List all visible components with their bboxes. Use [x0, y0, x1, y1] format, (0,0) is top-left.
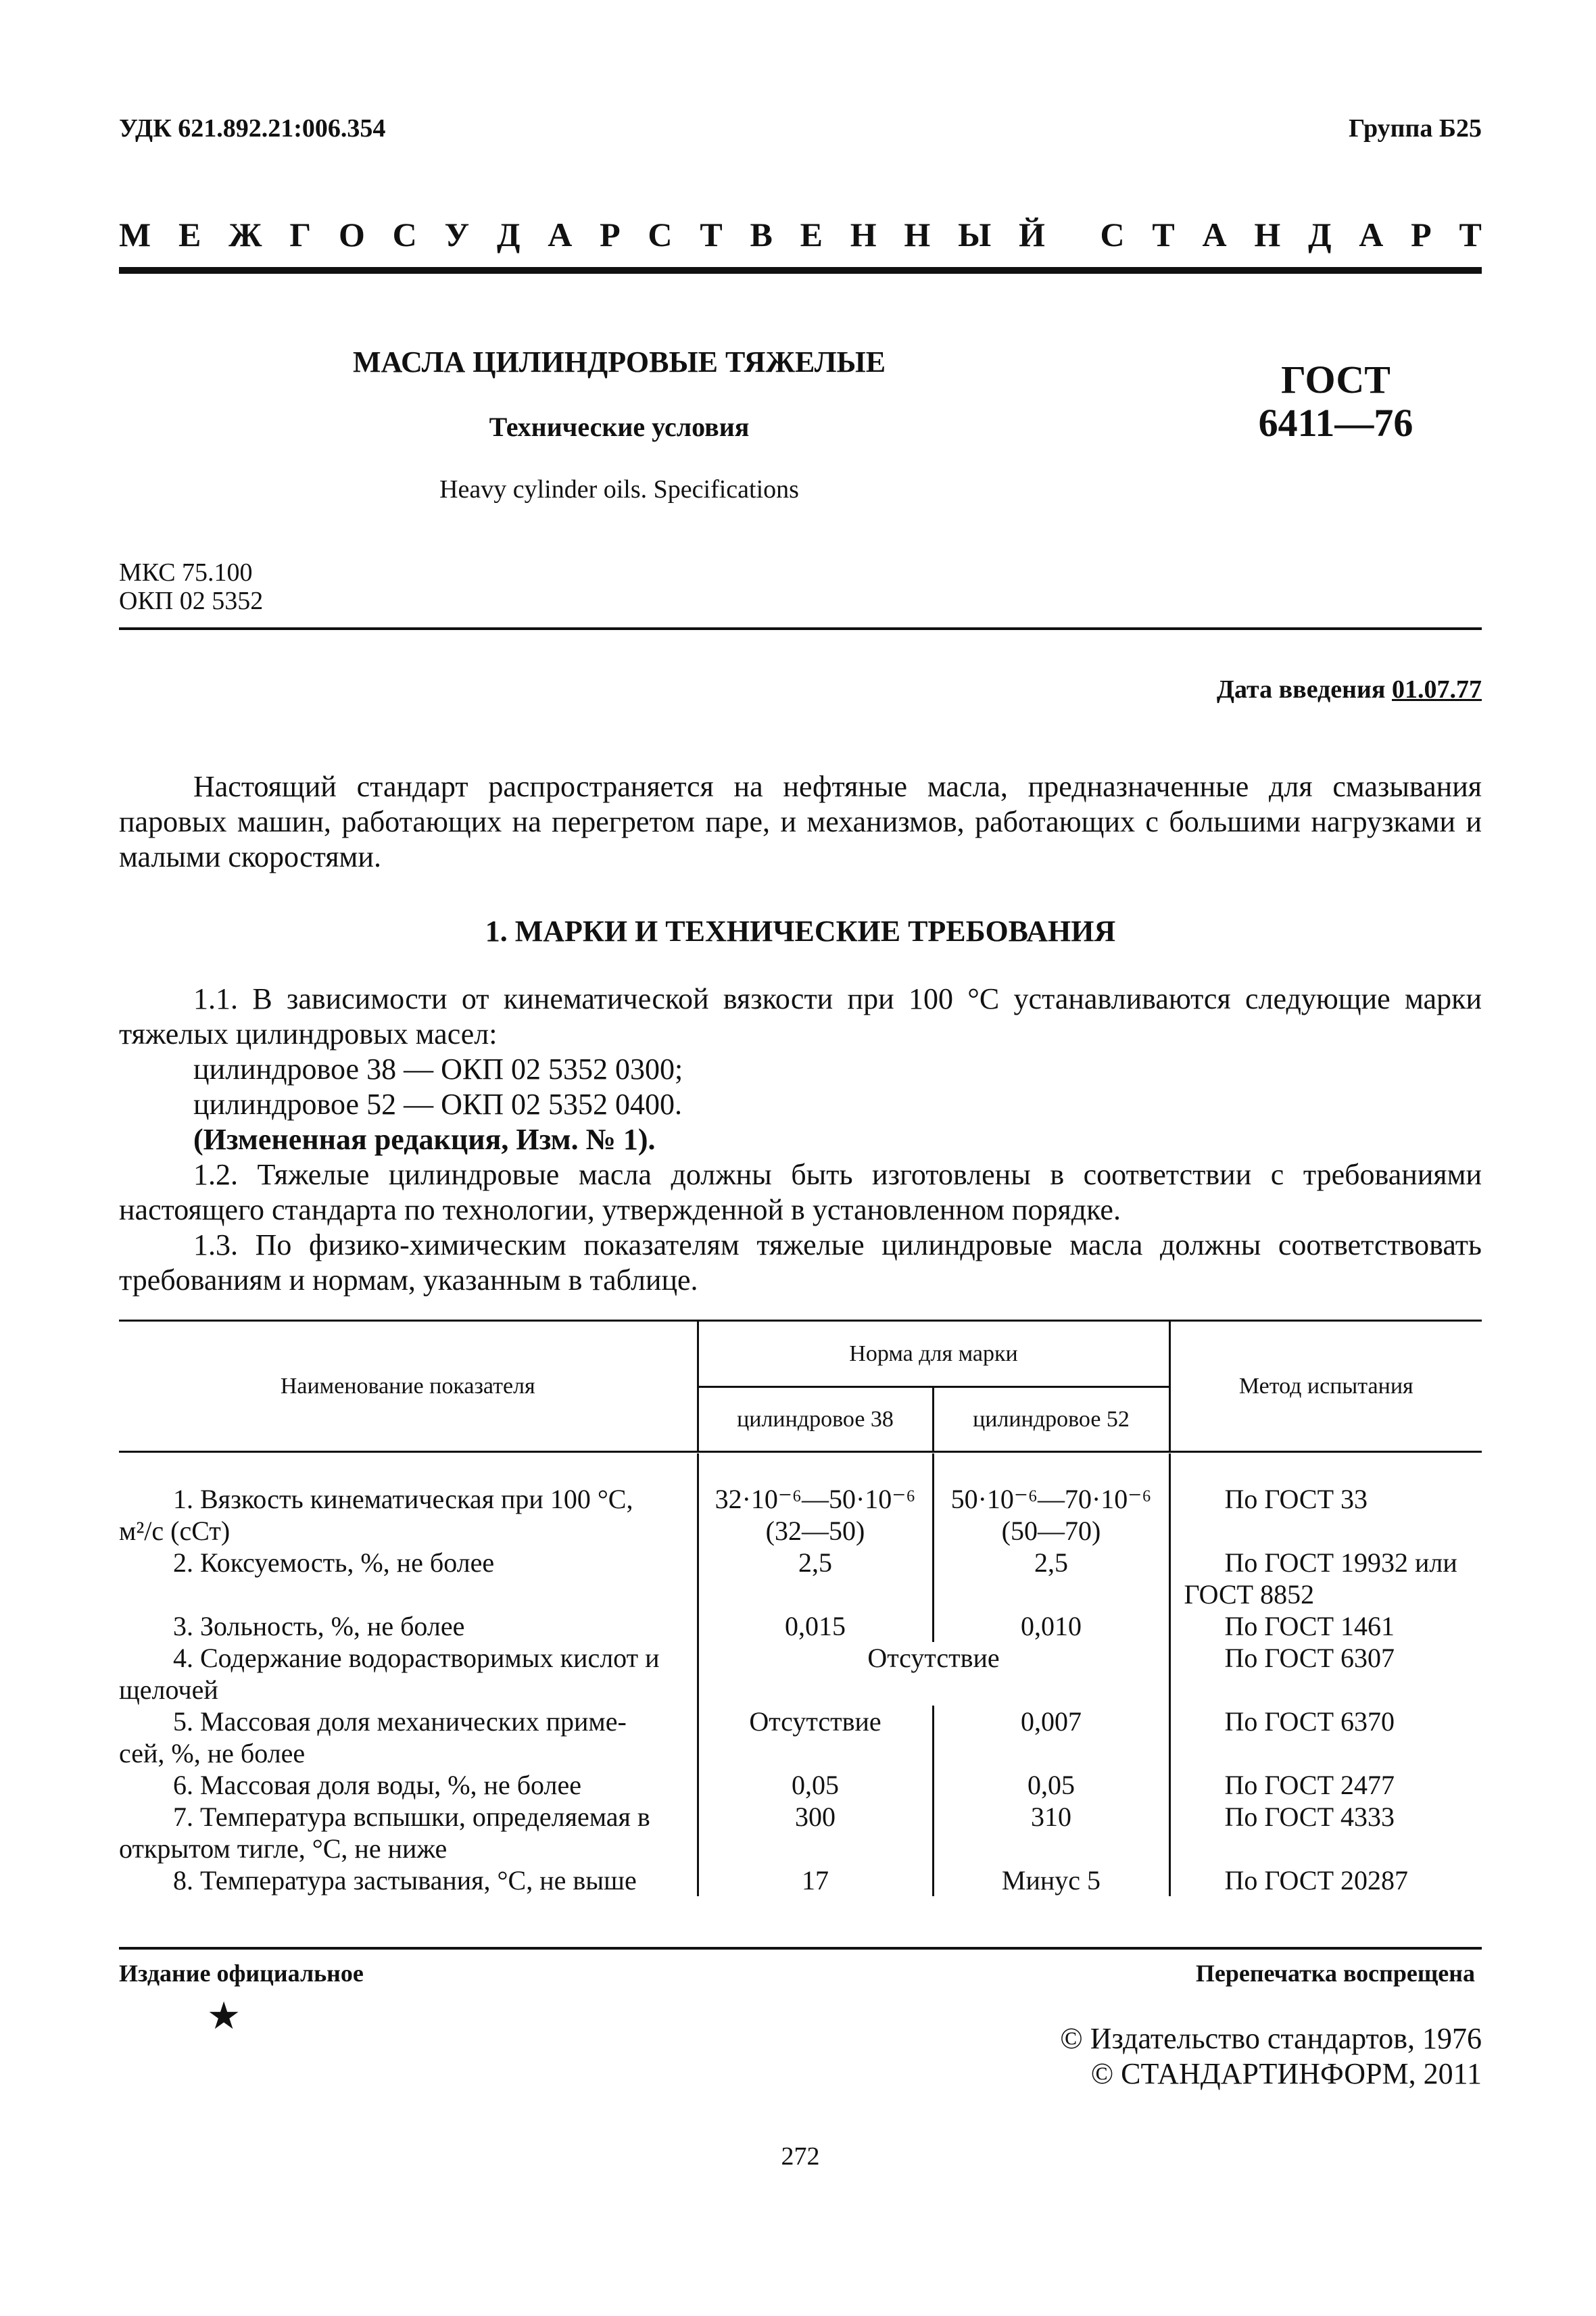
interstate-letter: А	[1202, 216, 1227, 254]
value-both: Отсутствие	[698, 1642, 1169, 1706]
interstate-letter: У	[444, 216, 470, 254]
interstate-letter: Д	[497, 216, 521, 254]
table-row: 1. Вязкость кинематическая при 100 °С, м²/с (сСт) 32·10⁻⁶—50·10⁻⁶ (32—50) 50·10⁻⁶—70·10⁻⁶ (50—70) По ГОСТ 33	[119, 1483, 1482, 1547]
okp-code: ОКП 02 5352	[119, 587, 264, 615]
value-cyl38: 0,05	[698, 1769, 933, 1801]
classification-codes	[119, 558, 263, 615]
interstate-letter: Н	[904, 216, 931, 254]
value-cyl38: Отсутствие	[698, 1706, 933, 1769]
group-code: Группа Б25	[1349, 114, 1482, 143]
interstate-letter: О	[338, 216, 365, 254]
mks-code: МКС 75.100	[119, 558, 253, 587]
value-cyl52: 0,007	[933, 1706, 1169, 1769]
col-header-method: Метод испытания	[1169, 1321, 1482, 1452]
value-cyl38: 0,015	[698, 1610, 933, 1642]
udk-code: УДК 621.892.21:006.354	[119, 114, 386, 143]
interstate-letter: Д	[1308, 216, 1332, 254]
value-cyl38: 17	[698, 1864, 933, 1896]
meta-rule	[119, 627, 1482, 630]
section-1-title: 1. МАРКИ И ТЕХНИЧЕСКИЕ ТРЕБОВАНИЯ	[485, 915, 1116, 948]
col-header-norm: Норма для марки	[698, 1321, 1169, 1387]
interstate-letter: Н	[850, 216, 877, 254]
interstate-letter: Т	[1152, 216, 1175, 254]
interstate-letter: Т	[1459, 216, 1482, 254]
table-row: 4. Содержание водорастворимых кислот и щелочей Отсутствие По ГОСТ 6307	[119, 1642, 1482, 1706]
value-cyl38: 300	[698, 1801, 933, 1864]
interstate-letter: Н	[1254, 216, 1281, 254]
test-method: По ГОСТ 2477	[1224, 1769, 1395, 1800]
introduction-date	[1217, 675, 1482, 704]
col-header-name: Наименование показателя	[119, 1321, 698, 1452]
value-cyl52: 50·10⁻⁶—70·10⁻⁶	[950, 1483, 1152, 1514]
interstate-letter: Ы	[958, 216, 992, 254]
test-method: По ГОСТ 1461	[1224, 1610, 1395, 1641]
test-method: По ГОСТ 19932 или	[1224, 1547, 1457, 1578]
grade-52: цилиндровое 52 — ОКП 02 5352 0400.	[193, 1088, 682, 1121]
row-name: 2. Коксуемость, %, не более	[173, 1547, 495, 1578]
interstate-letter: А	[548, 216, 573, 254]
table-header-row	[119, 1321, 1482, 1387]
interstate-letter: С	[648, 216, 673, 254]
interstate-letter: М	[119, 216, 151, 254]
gost-designation	[1228, 358, 1444, 445]
interstate-letter: Г	[289, 216, 312, 254]
col-header-cyl52: цилиндровое 52	[933, 1387, 1169, 1452]
document-subtitle: Технические условия	[489, 412, 750, 442]
test-method: По ГОСТ 20287	[1224, 1864, 1409, 1896]
footer-rule	[119, 1947, 1482, 1950]
interstate-letter: Р	[600, 216, 621, 254]
interstate-letter: С	[1100, 216, 1125, 254]
row-name: 4. Содержание водорастворимых кислот и	[173, 1642, 660, 1673]
row-name: 8. Температура застывания, °С, не выше	[173, 1864, 637, 1896]
value-cyl52: 0,05	[933, 1769, 1169, 1801]
header-rule	[119, 267, 1482, 274]
grade-38: цилиндровое 38 — ОКП 02 5352 0300;	[193, 1053, 683, 1086]
gost-label: ГОСТ	[1281, 358, 1391, 402]
introduction-date-label: Дата введения	[1216, 675, 1386, 704]
table-row	[119, 1864, 1482, 1896]
interstate-letter: Т	[700, 216, 723, 254]
amendment-note: (Измененная редакция, Изм. № 1).	[193, 1123, 656, 1156]
table-row: 2. Коксуемость, %, не более 2,5 2,5 По ГОСТ 19932 или ГОСТ 8852	[119, 1547, 1482, 1610]
interstate-letter: Е	[178, 216, 201, 254]
test-method: По ГОСТ 33	[1224, 1483, 1368, 1514]
interstate-letter: А	[1359, 216, 1384, 254]
test-method: По ГОСТ 6370	[1224, 1706, 1395, 1737]
interstate-letter: Р	[1411, 216, 1432, 254]
clause-1-1: 1.1. В зависимости от кинематической вязкости при 100 °С устанавливаются следующие марки тяжелых цилиндровых масел:	[119, 982, 1482, 1051]
copyright-block	[998, 2021, 1482, 2092]
value-cyl38: 32·10⁻⁶—50·10⁻⁶	[715, 1483, 916, 1514]
row-name: 3. Зольность, %, не более	[173, 1610, 465, 1641]
clause-1-3: 1.3. По физико-химическим показателям тяжелые цилиндровые масла должны соответствовать требованиям и нормам, указанным в таблице.	[119, 1228, 1482, 1297]
official-edition-label: Издание официальное	[119, 1960, 364, 1987]
table-row: 7. Температура вспышки, определяемая в открытом тигле, °С, не ниже 300 310 По ГОСТ 4333	[119, 1801, 1482, 1864]
clause-1-2: 1.2. Тяжелые цилиндровые масла должны быть изготовлены в соответствии с требованиями настоящего стандарта по технологии, утвержденной в установленном порядке.	[119, 1158, 1482, 1226]
interstate-letter: В	[750, 216, 773, 254]
page-number: 272	[781, 2142, 820, 2171]
table-row: 5. Массовая доля механических приме- сей, %, не более Отсутствие 0,007 По ГОСТ 6370	[119, 1706, 1482, 1769]
document-title: МАСЛА ЦИЛИНДРОВЫЕ ТЯЖЕЛЫЕ	[352, 345, 886, 379]
scope-paragraph: Настоящий стандарт распространяется на нефтяные масла, предназначенные для смазывания паровых машин, работающих на перегретом паре, и механизмов, работающих с большими нагрузками и малыми скоростями.	[119, 770, 1482, 873]
copyright-2011: © СТАНДАРТИНФОРМ, 2011	[1090, 2057, 1482, 2090]
table-row	[119, 1610, 1482, 1642]
row-name: 7. Температура вспышки, определяемая в	[173, 1801, 650, 1832]
row-name: 1. Вязкость кинематическая при 100 °С,	[173, 1483, 633, 1514]
requirements-table	[119, 1320, 1482, 1896]
value-cyl52: 2,5	[933, 1547, 1169, 1610]
interstate-letter: Ж	[228, 216, 262, 254]
test-method: По ГОСТ 4333	[1224, 1801, 1395, 1832]
introduction-date-value: 01.07.77	[1392, 675, 1482, 704]
value-cyl52: 0,010	[933, 1610, 1169, 1642]
document-title-en: Heavy cylinder oils. Specifications	[439, 475, 799, 504]
test-method: По ГОСТ 6307	[1224, 1642, 1395, 1673]
document-page	[119, 0, 1482, 2316]
interstate-standard-heading	[119, 215, 1482, 254]
star-icon: ★	[207, 1996, 241, 2037]
value-cyl52: Минус 5	[933, 1864, 1169, 1896]
row-name: 5. Массовая доля механических приме-	[173, 1706, 627, 1737]
row-name: 6. Массовая доля воды, %, не более	[173, 1769, 581, 1800]
table-row	[119, 1769, 1482, 1801]
gost-number: 6411—76	[1258, 401, 1413, 445]
interstate-letter: Й	[1019, 216, 1045, 254]
reprint-prohibited-label: Перепечатка воспрещена	[1195, 1960, 1475, 1987]
interstate-letter: С	[392, 216, 417, 254]
col-header-cyl38: цилиндровое 38	[698, 1387, 933, 1452]
interstate-letter: Е	[800, 216, 823, 254]
copyright-1976: © Издательство стандартов, 1976	[1060, 2022, 1482, 2055]
value-cyl52: 310	[933, 1801, 1169, 1864]
value-cyl38: 2,5	[698, 1547, 933, 1610]
